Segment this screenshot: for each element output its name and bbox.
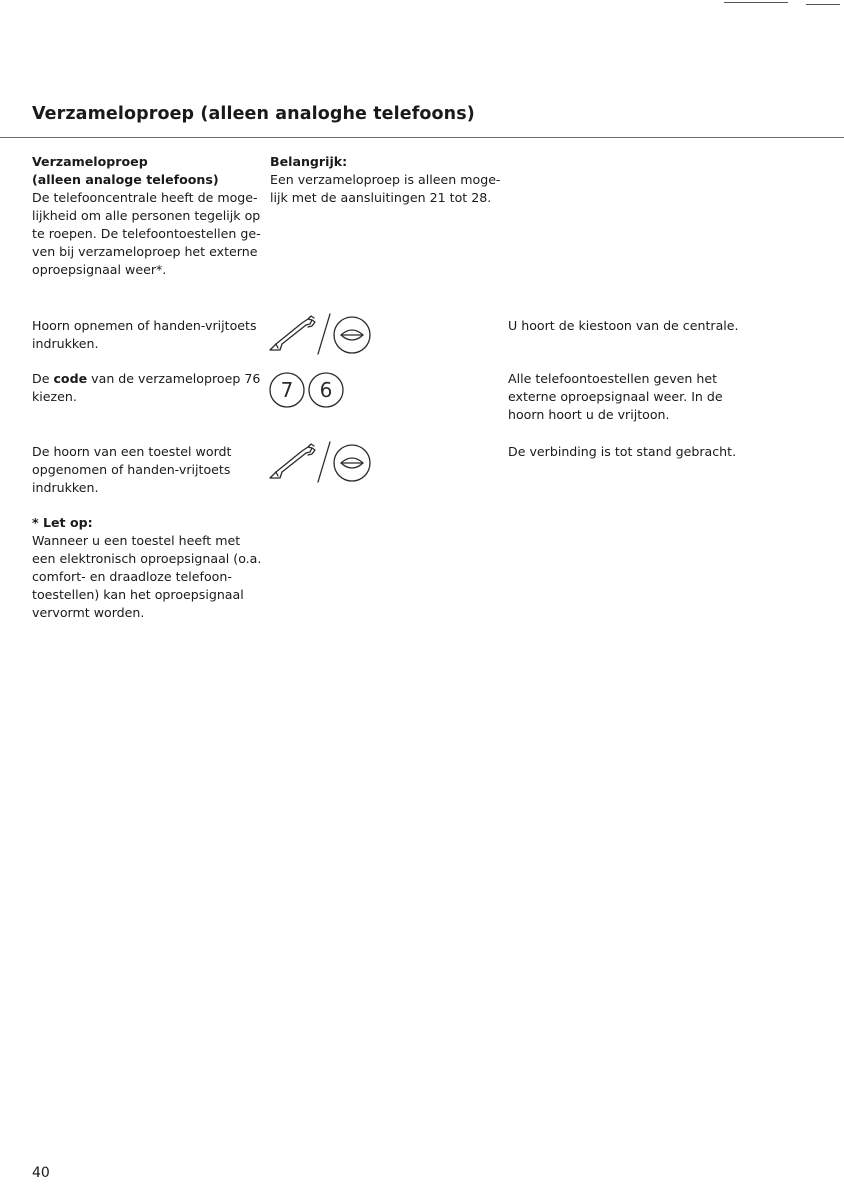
intro-line: te roepen. De telefoontoestellen ge- [32,226,261,241]
instruction-line: De code van de verzameloproep 76 [32,371,261,386]
scan-artifact [806,4,840,5]
instruction-line: indrukken. [32,480,99,495]
important-section [270,153,500,207]
note-heading: * Let op: [32,515,93,530]
step-2-result [508,370,723,424]
instruction-line: opgenomen of handen-vrijtoets [32,462,231,477]
note-section [32,514,261,622]
result-line: externe oproepsignaal weer. In de [508,389,723,404]
result-line: De verbinding is tot stand gebracht. [508,444,737,459]
note-line: vervormt worden. [32,605,145,620]
step-2-instruction [32,370,260,406]
code-keyword: code [53,371,88,386]
page-number: 40 [32,1165,50,1181]
instruction-line: indrukken. [32,336,99,351]
handset-lift-or-handsfree-icon [268,440,374,484]
step-1-result [508,317,739,335]
important-heading: Belangrijk: [270,154,348,169]
digit-key-label: 6 [319,378,333,402]
digit-key-label: 7 [280,378,294,402]
intro-subheading: (alleen analoge telefoons) [32,172,219,187]
intro-heading: Verzameloproep [32,154,148,169]
intro-line: ven bij verzameloproep het externe [32,244,258,259]
intro-section [32,153,261,279]
handset-lift-or-handsfree-icon [268,312,374,356]
note-line: Wanneer u een toestel heeft met [32,533,241,548]
instruction-line: De hoorn van een toestel wordt [32,444,232,459]
step-1-instruction [32,317,257,353]
instruction-line: kiezen. [32,389,77,404]
important-line: lijk met de aansluitingen 21 tot 28. [270,190,492,205]
result-line: U hoort de kiestoon van de centrale. [508,318,739,333]
scan-artifact [724,2,788,3]
instruction-line: Hoorn opnemen of handen-vrijtoets [32,318,257,333]
result-line: Alle telefoontoestellen geven het [508,371,718,386]
note-line: een elektronisch oproepsignaal (o.a. [32,551,262,566]
note-line: comfort- en draadloze telefoon- [32,569,232,584]
title-divider [0,137,844,138]
result-line: hoorn hoort u de vrijtoon. [508,407,670,422]
step-3-result [508,443,736,461]
step-3-instruction [32,443,231,497]
intro-line: oproepsignaal weer*. [32,262,167,277]
note-line: toestellen) kan het oproepsignaal [32,587,244,602]
keypad-digits-icon [268,370,350,410]
intro-line: De telefooncentrale heeft de moge- [32,190,258,205]
page-title: Verzameloproep (alleen analoghe telefoons) [32,104,475,124]
intro-line: lijkheid om alle personen tegelijk op [32,208,261,223]
important-line: Een verzameloproep is alleen moge- [270,172,501,187]
